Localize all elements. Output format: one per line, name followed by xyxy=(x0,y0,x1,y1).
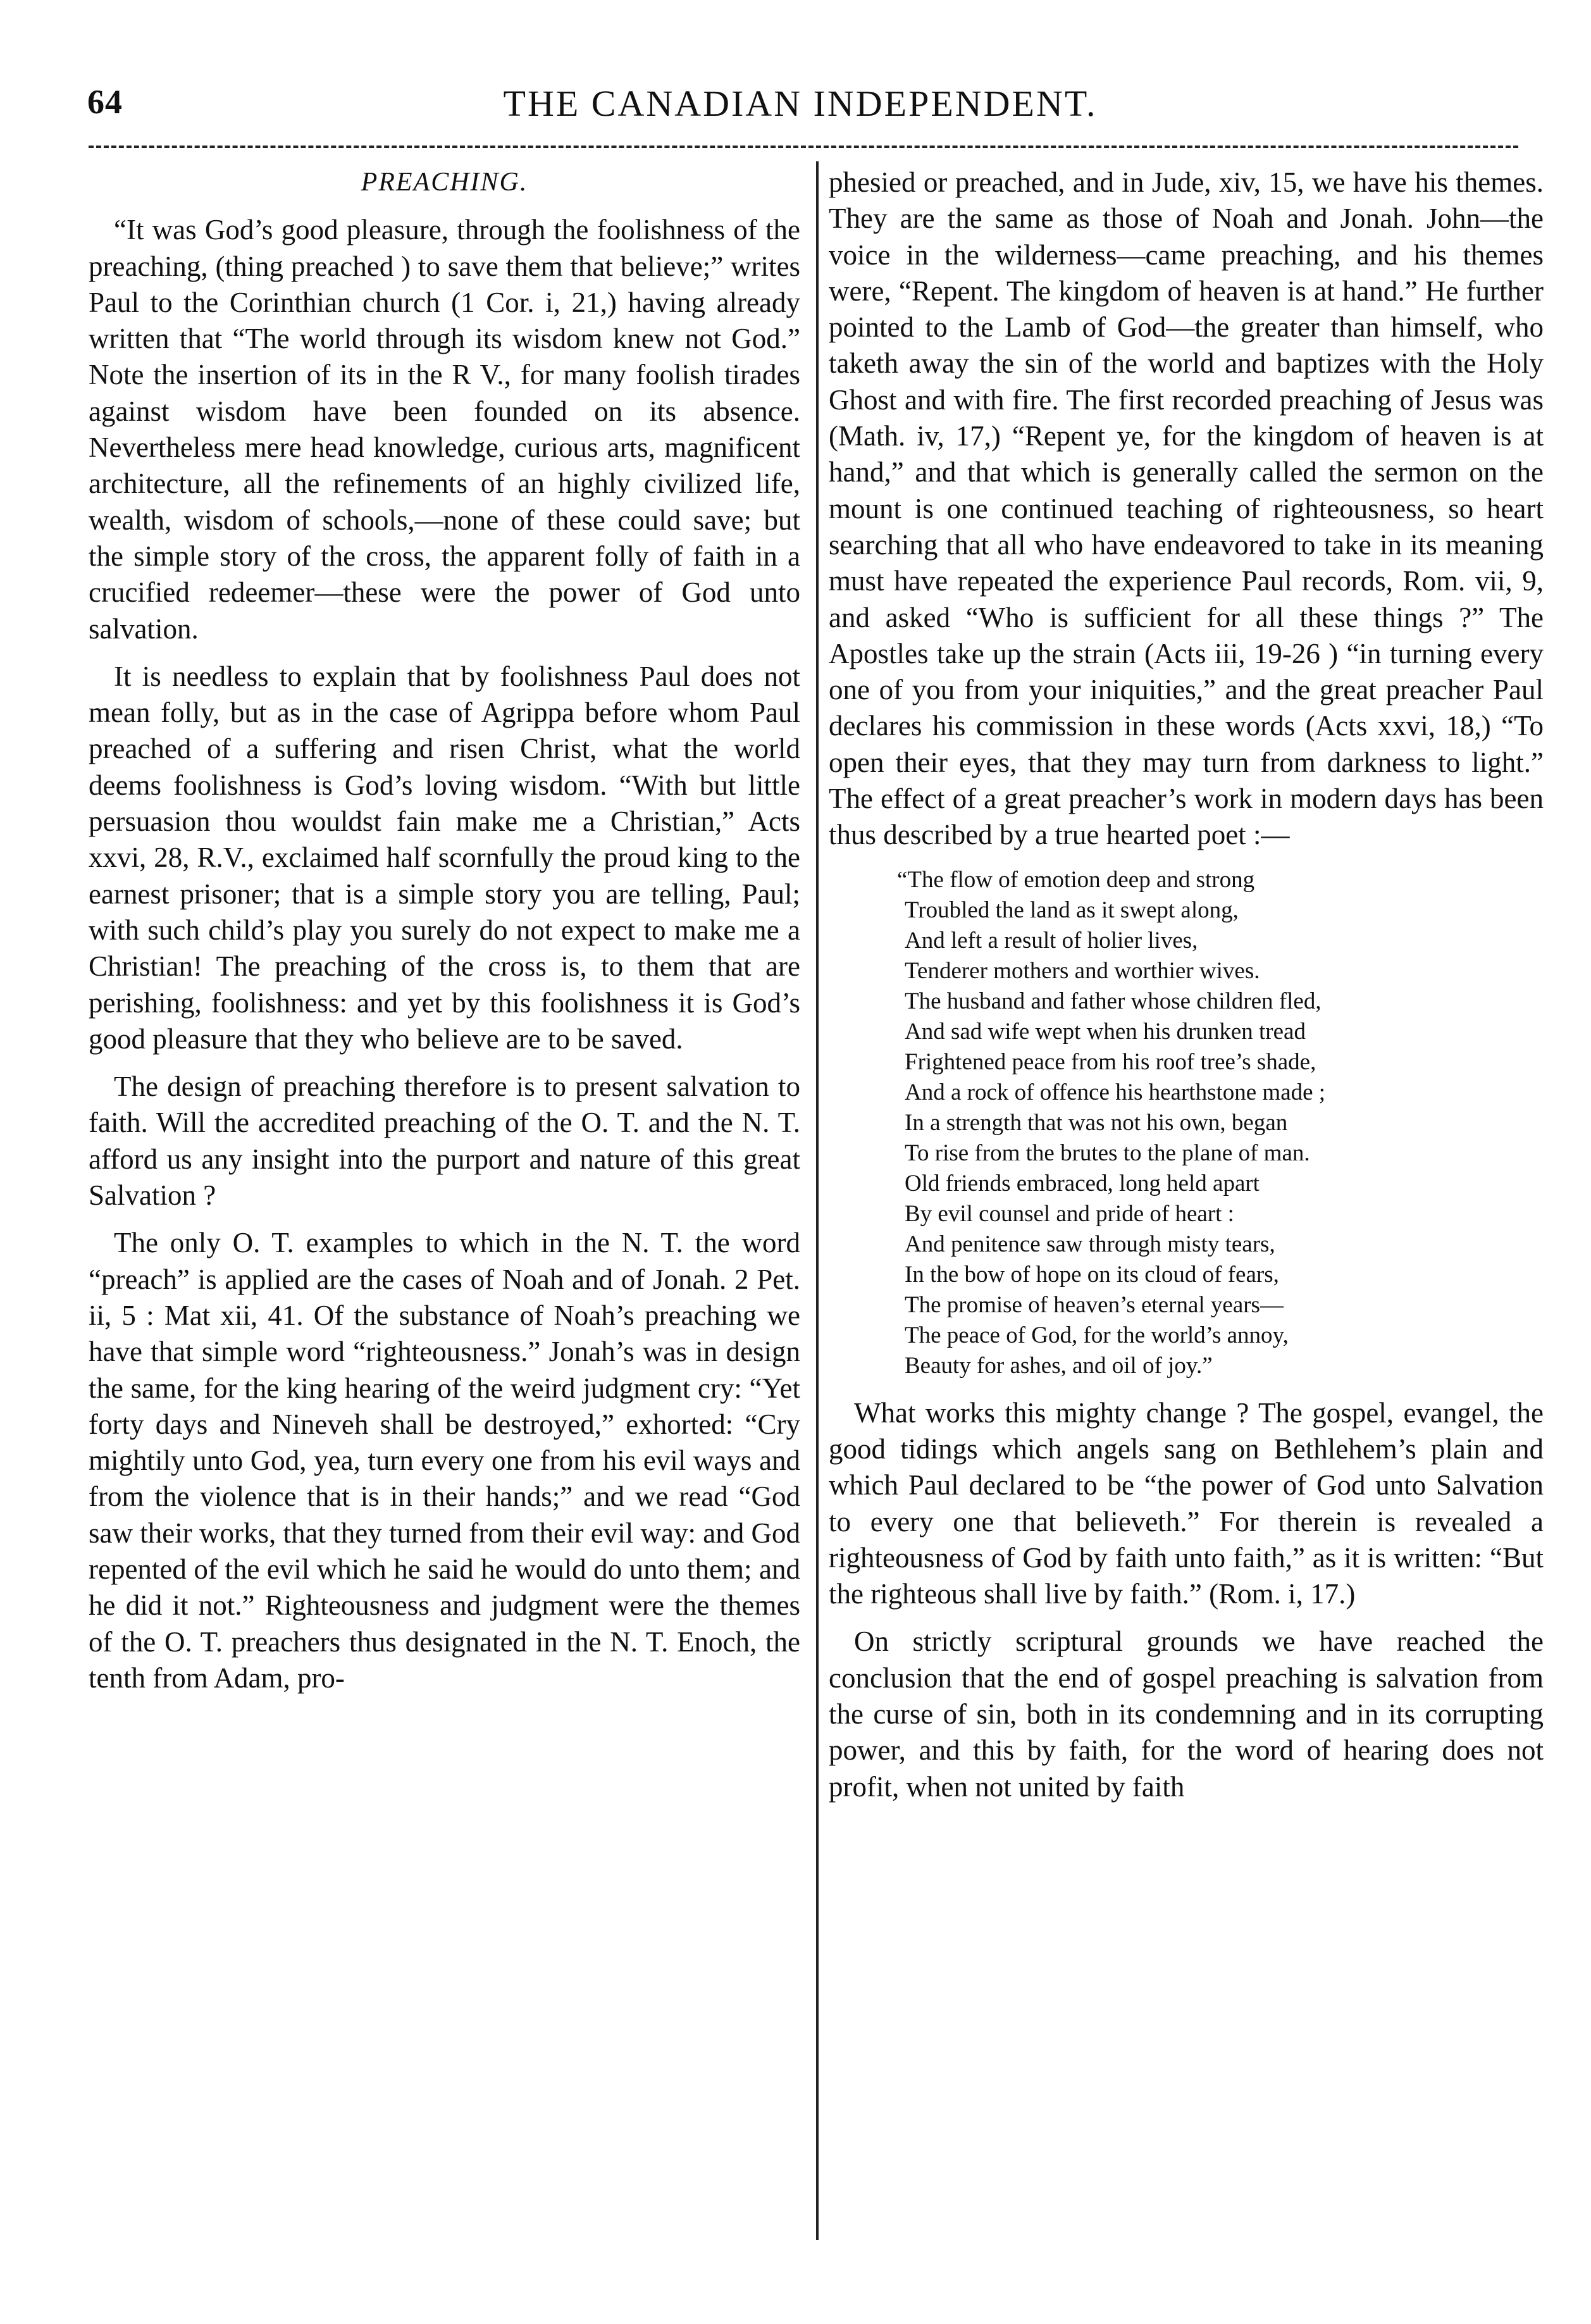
article-paragraph: On strictly scriptural grounds we have reached the conclusion that the end of gospel preaching is salvation from the curse of sin, both in its condemning and in its corrupting power, and this by faith, for the word of hearing does not profit, when not united by faith xyxy=(829,1625,1544,1803)
article-paragraph: What works this mighty change ? The gospel, evangel, the good tidings which angels sang on Bethlehem’s plain and which Paul declared to be “the power of God unto Salvation to every one that believeth.” For therein is revealed a righteousness of God by faith unto faith,” as it is written: “But the righteous shall live by faith.” (Rom. i, 17.) xyxy=(829,1396,1544,1610)
poem-line: And sad wife wept when his drunken tread xyxy=(905,1018,1306,1045)
column-divider xyxy=(816,161,819,2240)
poem-line: To rise from the brutes to the plane of man. xyxy=(905,1140,1310,1166)
poem-line: And a rock of offence his hearthstone made ; xyxy=(905,1079,1326,1105)
poem-line: “The flow of emotion deep and strong xyxy=(897,866,1255,893)
poem-line: The husband and father whose children fled, xyxy=(905,988,1322,1014)
poem-line: And penitence saw through misty tears, xyxy=(905,1231,1275,1257)
article-paragraph: It is needless to explain that by foolishness Paul does not mean folly, but as in the case of Agrippa before whom Paul preached of a suffering and risen Christ, what the world deems foolishness is God’s loving wisdom. “With but little persuasion thou wouldst fain make me a Christian,” Acts xxvi, 28, R.V., exclaimed half scornfully the proud king to the earnest prisoner; that is a simple story you are telling, Paul; with such child’s play you surely do not expect to make me a Christian! The preaching of the cross is, to them that are perishing, foolishness: and yet by this foolishness it is God’s good pleasure that they who believe are to be saved. xyxy=(89,660,800,1055)
journal-title: THE CANADIAN INDEPENDENT. xyxy=(503,83,1098,124)
poem-line: Beauty for ashes, and oil of joy.” xyxy=(905,1352,1213,1379)
article-paragraph-continued: phesied or preached, and in Jude, xiv, 15, we have his themes. They are the same as those of Noah and Jonah. John—the voice in the wilderness—came preaching, and his themes were, “Repent. The kingdom of heaven is at hand.” He further pointed to the Lamb of God—the greater than himself, who taketh away the sin of the world and baptizes with the Holy Ghost and with fire. The first recorded preaching of Jesus was (Math. iv, 17,) “Repent ye, for the kingdom of heaven is at hand,” and that which is generally called the sermon on the mount is one continued teaching of righteousness, so heart searching that all who have endeavored to take in its meaning must have repeated the experience Paul records, Rom. vii, 9, and asked “Who is sufficient for all these things ?” The Apostles take up the strain (Acts iii, 19-26 ) “in turning every one of you from your iniquities,” and the great preacher Paul declares his commission in these words (Acts xxvi, 18,) “To open their eyes, that they may turn from darkness to light.” The effect of a great preacher’s work in modern days has been thus described by a true hearted poet :— xyxy=(829,166,1544,851)
poem-quotation xyxy=(897,865,1544,1381)
article-paragraph: The only O. T. examples to which in the N. T. the word “preach” is applied are the cases of Noah and of Jonah. 2 Pet. ii, 5 : Mat xii, 41. Of the substance of Noah’s preaching we have that simple word “righteousness.” Jonah’s was in design the same, for the king hearing of the weird judgment cry: “Yet forty days and Nineveh shall be destroyed,” exhorted: “Cry mightily unto God, yea, turn every one from his evil ways and from the violence that is in their hands;” and we read “God saw their works, that they turned from their evil way: and God repented of the evil which he said he would do unto them; and he did it not.” Righteousness and judgment were the themes of the O. T. preachers thus designated in the N. T. Enoch, the tenth from Adam, pro- xyxy=(89,1227,800,1694)
article-paragraph: “It was God’s good pleasure, through the foolishness of the preaching, (thing preached ) to save them that believe;” writes Paul to the Corinthian church (1 Cor. i, 21,) having already written that “The world through its wisdom knew not God.” Note the insertion of its in the R V., for many foolish tirades against wisdom have been founded on its absence. Nevertheless mere head knowledge, curious arts, magnificent architecture, all the refinements of an highly civilized life, wealth, wisdom of schools,—none of these could save; but the simple story of the cross, the apparent folly of faith in a crucified redeemer—these were the power of God unto salvation. xyxy=(89,214,800,645)
left-column xyxy=(89,165,800,1708)
poem-line: And left a result of holier lives, xyxy=(905,927,1198,954)
header-rule xyxy=(89,146,1518,148)
poem-line: In a strength that was not his own, began xyxy=(905,1109,1288,1136)
poem-line: The promise of heaven’s eternal years— xyxy=(905,1291,1284,1318)
article-paragraph: The design of preaching therefore is to present salvation to faith. Will the accredited preaching of the O. T. and the N. T. afford us any insight into the purport and nature of this great Salvation ? xyxy=(89,1071,800,1212)
poem-line: Old friends embraced, long held apart xyxy=(905,1170,1260,1196)
poem-line: The peace of God, for the world’s annoy, xyxy=(905,1322,1289,1348)
page-header xyxy=(82,82,1518,133)
section-heading: PREACHING. xyxy=(361,168,528,197)
poem-line: By evil counsel and pride of heart : xyxy=(905,1200,1234,1227)
poem-line: Frightened peace from his roof tree’s shade, xyxy=(905,1048,1316,1075)
right-column xyxy=(829,165,1544,1817)
poem-line: In the bow of hope on its cloud of fears, xyxy=(905,1261,1279,1288)
poem-line: Troubled the land as it swept along, xyxy=(905,897,1239,923)
page-number: 64 xyxy=(87,83,123,121)
poem-line: Tenderer mothers and worthier wives. xyxy=(905,957,1260,984)
